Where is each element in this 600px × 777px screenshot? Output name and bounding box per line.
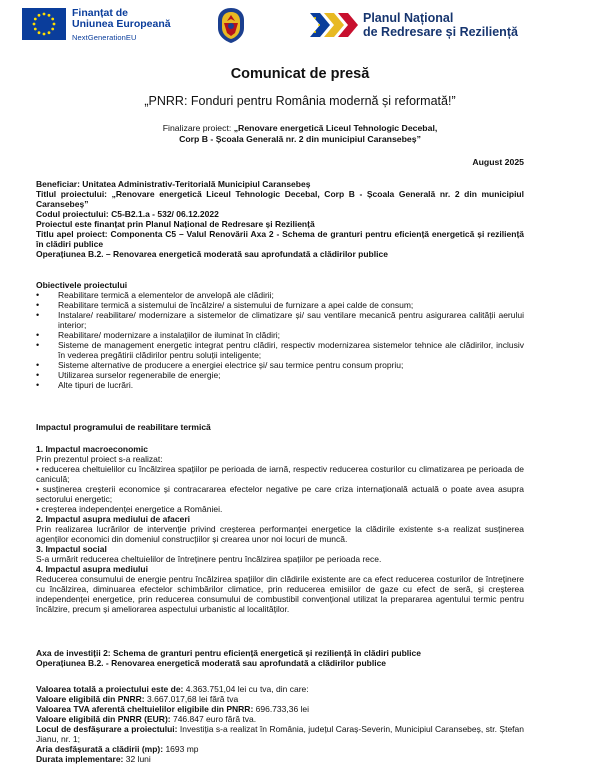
eu-logo-line2: Uniunea Europeană	[72, 18, 171, 30]
total-value: 4.363.751,04 lei cu tva, din care:	[185, 684, 309, 694]
duration-label: Durata implementare:	[36, 754, 126, 764]
page-subtitle: „PNRR: Fonduri pentru România modernă și reformată!”	[144, 94, 456, 108]
objectives-heading: Obiectivele proiectului	[36, 280, 128, 290]
finalizare-label: Finalizare proiect:	[162, 123, 234, 133]
eu-logo-line1: Finanțat de	[72, 7, 129, 19]
list-item: • Sisteme alternative de producere a energiei electrice și/ sau termice pentru consum propriu;	[36, 360, 524, 370]
eur-value-label: Valoare eligibilă din PNRR (EUR):	[36, 714, 173, 724]
finalizare-line2: Corp B - Școala Generală nr. 2 din municipiul Caransebeș”	[179, 134, 421, 144]
project-title-line: Titlul proiectului: „Renovare energetică Liceul Tehnologic Decebal, Corp B - Școala Generală nr. 2 din municipiul Caransebeș”	[36, 189, 524, 209]
financing-line: Proiectul este finanțat prin Planul Național de Redresare și Reziliență	[36, 219, 315, 229]
operation-line: Operațiunea B.2. – Renovarea energetică moderată sau aprofundată a clădirilor publice	[36, 249, 388, 259]
macro-impact-title: 1. Impactul macroeconomic	[36, 444, 148, 454]
investment-axis-line: Axa de investiții 2: Schema de granturi pentru eficiență energetică și reziliență în clădiri publice	[36, 648, 421, 658]
environment-impact-text: Reducerea consumului de energie pentru încălzirea spațiilor din clădirile existente are ca efect reducerea costurilor de întreținere cu încălzirea, diminuarea efectelor schimbărilor climatice, prin reducerea emisiilor de gaze cu efect de seră, și creșterea independenței energetice, prin reducerea consumului de combustibil convențional utilizat la prepararea agentului termic pentru încălzire, precum și ameliorarea aspectului urbanistic al localităților.	[36, 574, 524, 614]
beneficiary-line: Beneficiar: Unitatea Administrativ-Teritorială Municipiul Caransebeș	[36, 179, 311, 189]
social-impact-text: S-a urmărit reducerea cheltuielilor de întreținere pentru încălzirea spațiilor pe perioada rece.	[36, 554, 382, 564]
investment-axis-block	[36, 648, 524, 668]
list-item: • Reabilitare termică a elementelor de anvelopă ale clădirii;	[36, 290, 524, 300]
project-code-line: Codul proiectului: C5-B2.1.a - 532/ 06.12.2022	[36, 209, 219, 219]
pnrr-logo-line1: Planul Național	[363, 11, 454, 25]
objectives-list	[36, 290, 524, 390]
finalizare-block	[0, 123, 600, 145]
macro-impact-item: • reducerea cheltuielilor cu încălzirea spațiilor pe perioada de iarnă, respectiv reducerea costurilor cu climatizarea pe perioada de caniculă;	[36, 464, 524, 484]
location-label: Locul de desfășurare a proiectului:	[36, 724, 180, 734]
eligible-value-label: Valoare eligibilă din PNRR:	[36, 694, 147, 704]
project-values-block	[36, 684, 524, 764]
investment-operation-line: Operațiunea B.2. - Renovarea energetică moderată sau aprofundată a clădirilor publice	[36, 658, 387, 668]
business-impact-title: 2. Impactul asupra mediului de afaceri	[36, 514, 190, 524]
macro-impact-item: • creșterea independenței energetice a României.	[36, 504, 223, 514]
objectives-section	[36, 280, 524, 390]
total-value-label: Valoarea totală a proiectului este de:	[36, 684, 186, 694]
list-item: • Instalare/ reabilitare/ modernizare a sistemelor de climatizare și/ sau ventilare mecanică pentru asigurarea calității aerului interior;	[36, 310, 524, 330]
release-date: August 2025	[472, 157, 524, 167]
vat-value: 696.733,36 lei	[255, 704, 310, 714]
pnrr-logo-line2: de Redresare și Reziliență	[363, 25, 518, 39]
eur-value: 746.847 euro fără tva.	[172, 714, 257, 724]
environment-impact-title: 4. Impactul asupra mediului	[36, 564, 148, 574]
pnrr-chevron-icon	[310, 9, 358, 41]
eu-logo-line3: NextGenerationEU	[72, 33, 137, 42]
romanian-government-crest-icon	[213, 6, 249, 44]
area-label: Aria desfășurată a clădirii (mp):	[36, 744, 166, 754]
eu-flag-icon	[22, 8, 66, 40]
eligible-value: 3.667.017,68 lei fără tva	[147, 694, 239, 704]
duration-value: 32 luni	[125, 754, 151, 764]
location-value: Investiția s-a realizat în România, județul Caraș-Severin, Municipiul Caransebeș, str. Ștefan Jianu, nr. 1;	[36, 724, 524, 744]
page-title: Comunicat de presă	[230, 66, 370, 82]
list-item: • Reabilitare/ modernizare a instalațiilor de iluminat în clădiri;	[36, 330, 524, 340]
logo-header	[0, 6, 600, 46]
area-value: 1693 mp	[165, 744, 199, 754]
call-title-line: Titlu apel proiect: Componenta C5 – Valul Renovării Axa 2 - Schema de granturi pentru eficiență energetică și reziliență în clădiri publice	[36, 229, 524, 249]
impacts-section	[36, 444, 524, 614]
finalizare-line1: „Renovare energetică Liceul Tehnologic Decebal,	[233, 123, 438, 133]
macro-impact-item: • susținerea creșterii economice și contracararea efectelor negative pe care criza internațională actuală o poate avea asupra sectorului energetic;	[36, 484, 524, 504]
pnrr-logo	[310, 9, 518, 41]
list-item: • Sisteme de management energetic integrat pentru clădiri, respectiv modernizarea sistemelor tehnice ale clădirilor, inclusiv în vederea pregătirii clădirilor pentru soluții inteligente;	[36, 340, 524, 360]
eu-logo	[22, 8, 171, 43]
beneficiary-block	[36, 179, 524, 259]
list-item: • Alte tipuri de lucrări.	[36, 380, 524, 390]
list-item: • Reabilitare termică a sistemului de încălzire/ a sistemului de furnizare a apei calde de consum;	[36, 300, 524, 310]
macro-impact-intro: Prin prezentul proiect s-a realizat:	[36, 454, 163, 464]
business-impact-text: Prin realizarea lucrărilor de intervenție privind creșterea performanței energetice la clădirile existente s-a realizat susținerea agenților economici din domeniul construcțiilor și crearea unor noi locuri de muncă.	[36, 524, 524, 544]
social-impact-title: 3. Impactul social	[36, 544, 107, 554]
impact-heading: Impactul programului de reabilitare termică	[36, 422, 211, 432]
list-item: • Utilizarea surselor regenerabile de energie;	[36, 370, 524, 380]
vat-value-label: Valoarea TVA aferentă cheltuielilor eligibile din PNRR:	[36, 704, 256, 714]
